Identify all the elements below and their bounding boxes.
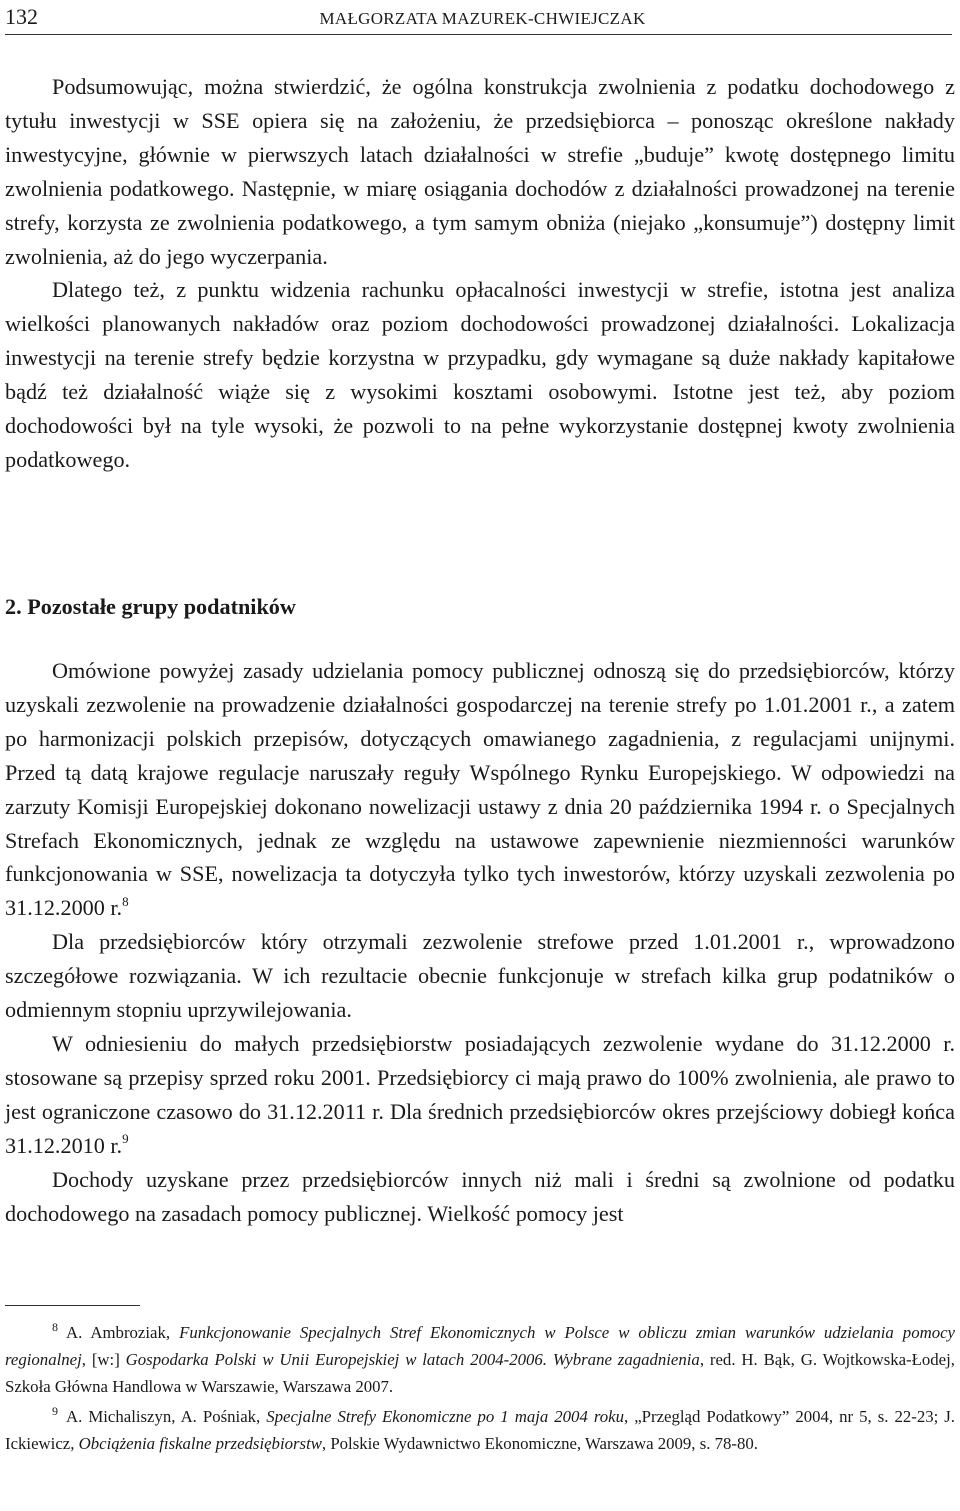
paragraph: Podsumowując, można stwierdzić, że ogólna konstrukcja zwolnienia z podatku dochodowego z tytułu inwestycji w SSE opiera się na założeniu, że przedsiębiorca – ponosząc określone nakłady inwestycyjne, głównie w pierwszych latach działalności w strefie „buduje” kwotę dostępnego limitu zwolnienia podatkowego. Następnie, w miarę osiągania dochodów z działalności prowadzonej na terenie strefy, korzysta ze zwolnienia podatkowego, a tym samym obniża (niejako „konsumuje”) dostępny limit zwolnienia, aż do jego wyczerpania.: [5, 74, 955, 269]
footnote-mark: 8: [52, 1320, 58, 1335]
footnote-ref[interactable]: 8: [122, 893, 129, 909]
footnote: $^8$ A. Ambroziak, Funkcjonowanie Specjalnych Stref Ekonomicznych w Polsce w obliczu zmian warunków udzielania pomocy regionalnej, [w:] Gospodarka Polski w Unii Europejskiej w latach 2004-2006. Wybrane zagadnienia, red. H. Bąk, G. Wojtkowska-Łodej, Szkoła Główna Handlowa w Warszawie, Warszawa 2007.: [5, 1320, 955, 1396]
paragraph: Omówione powyżej zasady udzielania pomocy publicznej odnoszą się do przedsiębiorców, którzy uzyskali zezwolenie na prowadzenie działalności gospodarczej na terenie strefy po 1.01.2001 r., a zatem po harmonizacji polskich przepisów, dotyczących omawianego zagadnienia, z regulacjami unijnymi. Przed tą datą krajowe regulacje naruszały reguły Wspólnego Rynku Europejskiego. W odpowiedzi na zarzuty Komisji Europejskiej dokonano nowelizacji ustawy z dnia 20 października 1994 r. o Specjalnych Strefach Ekonomicznych, jednak ze względu na ustawowe zapewnienie niezmienności warunków funkcjonowania w SSE, nowelizacja ta dotyczyła tylko tych inwestorów, którzy uzyskali zezwolenia po 31.12.2000 r.$^8$: [5, 658, 955, 921]
footnote: $^9$ A. Michaliszyn, A. Pośniak, Specjalne Strefy Ekonomiczne po 1 maja 2004 roku, „Przegląd Podatkowy” 2004, nr 5, s. 22-23; J. Ickiewicz, Obciążenia fiskalne przedsiębiorstw, Polskie Wydawnictwo Ekonomiczne, Warszawa 2009, s. 78-80.: [5, 1404, 956, 1453]
paragraph: Dlatego też, z punktu widzenia rachunku opłacalności inwestycji w strefie, istotna jest analiza wielkości planowanych nakładów oraz poziom dochodowości prowadzonej działalności. Lokalizacja inwestycji na terenie strefy będzie korzystna w przypadku, gdy wymagane są duże nakłady kapitałowe bądź też działalność wiąże się z wysokimi kosztami osobowymi. Istotne jest też, aby poziom dochodowości był na tyle wysoki, że pozwoli to na pełne wykorzystanie dostępnej kwoty zwolnienia podatkowego.: [5, 277, 955, 472]
footnotes: [5, 1319, 955, 1460]
page-header: [5, 4, 960, 30]
page-number: 132: [5, 4, 38, 29]
footnote-ref[interactable]: 9: [122, 1131, 129, 1147]
header-rule: [5, 34, 952, 35]
paragraph: W odniesieniu do małych przedsiębiorstw posiadających zezwolenie wydane do 31.12.2000 r. stosowane są przepisy sprzed roku 2001. Przedsiębiorcy ci mają prawo do 100% zwolnienia, ale prawo to jest ograniczone czasowo do 31.12.2011 r. Dla średnich przedsiębiorców okres przejściowy dobiegł końca 31.12.2010 r.$^9$: [5, 1030, 955, 1158]
footnote-mark: 9: [52, 1404, 58, 1419]
paragraph: Dochody uzyskane przez przedsiębiorców innych niż mali i średni są zwolnione od podatku dochodowego na zasadach pomocy publicznej. Wielkość pomocy jest: [5, 1166, 955, 1226]
text-block-2: [5, 654, 955, 1230]
footnote-rule: [5, 1305, 140, 1306]
section-heading: 2. Pozostałe grupy podatników: [5, 594, 296, 619]
running-head: MAŁGORZATA MAZUREK-CHWIEJCZAK: [319, 9, 646, 28]
text-block-1: [5, 70, 955, 477]
paragraph: Dla przedsiębiorców który otrzymali zezwolenie strefowe przed 1.01.2001 r., wprowadzono szczegółowe rozwiązania. W ich rezultacie obecnie funkcjonuje w strefach kilka grup podatników o odmiennym stopniu uprzywilejowania.: [5, 929, 955, 1023]
